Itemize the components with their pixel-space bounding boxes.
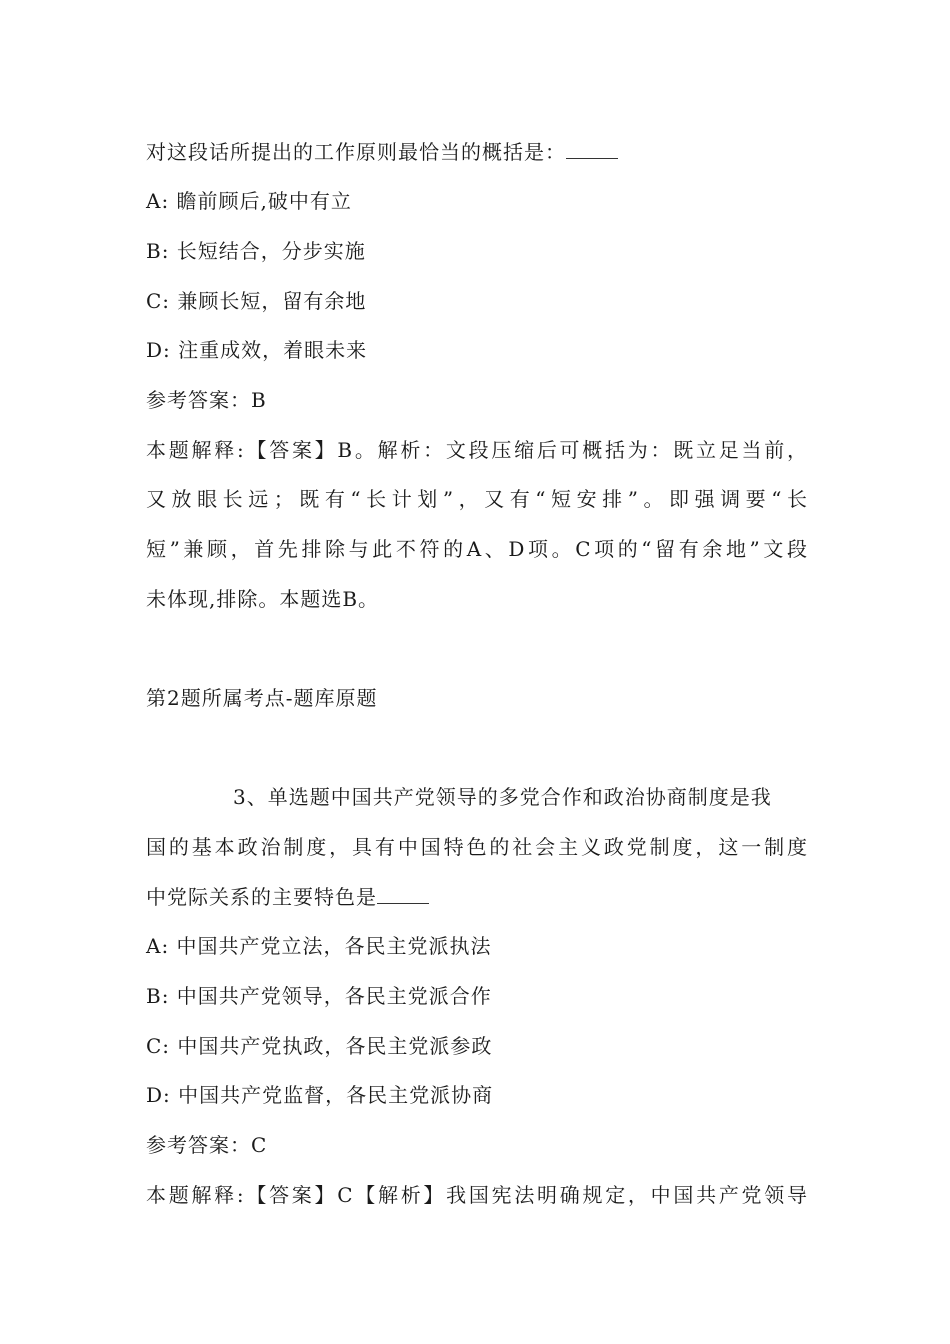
option-text: 注重成效，着眼未来 [178, 338, 368, 362]
question-1-explanation-line: 本题解释:【答案】B。解析：文段压缩后可概括为：既立足当前， [146, 438, 808, 462]
question-1-explanation-line: 未体现,排除。本题选B。 [146, 587, 380, 611]
question-2-answer: 参考答案：C [146, 1133, 268, 1157]
option-text: 瞻前顾后,破中有立 [176, 189, 352, 213]
question-1-explanation-line: 又放眼长远；既有“长计划”，又有“短安排”。即强调要“长 [146, 487, 808, 511]
section-title: 第2题所属考点-题库原题 [146, 686, 378, 710]
option-text: 中国共产党执政，各民主党派参政 [177, 1034, 493, 1058]
option-letter: B: [146, 239, 170, 263]
option-text: 兼顾长短，留有余地 [177, 289, 367, 313]
question-2-stem-line: 国的基本政治制度，具有中国特色的社会主义政党制度，这一制度 [146, 835, 808, 859]
question-2-option-b [146, 982, 492, 1010]
question-2-stem-line: 3、单选题中国共产党领导的多党合作和政治协商制度是我 [233, 785, 772, 809]
option-text: 中国共产党领导，各民主党派合作 [176, 984, 492, 1008]
question-2-option-c [146, 1032, 492, 1060]
answer-blank [377, 885, 429, 904]
question-1-explanation-line: 短”兼顾，首先排除与此不符的A、D项。C项的“留有余地”文段 [146, 537, 808, 561]
option-letter: C: [146, 289, 171, 313]
option-letter: A: [146, 189, 170, 213]
option-letter: B: [146, 984, 170, 1008]
question-2-stem-line [146, 883, 429, 911]
option-letter: C: [146, 1034, 171, 1058]
option-text: 中国共产党监督，各民主党派协商 [178, 1083, 494, 1107]
question-1-answer: 参考答案：B [146, 388, 267, 412]
option-letter: D: [146, 338, 171, 362]
question-1-stem [146, 138, 618, 166]
question-2-option-d [146, 1081, 493, 1109]
option-text: 长短结合，分步实施 [176, 239, 366, 263]
question-2-stem-text: 中党际关系的主要特色是 [146, 885, 377, 909]
question-1-option-b [146, 237, 366, 265]
question-1-option-c [146, 287, 366, 315]
option-letter: A: [146, 934, 170, 958]
question-1-stem-text: 对这段话所提出的工作原则最恰当的概括是： [146, 140, 566, 164]
question-1-option-a [146, 187, 352, 215]
option-text: 中国共产党立法，各民主党派执法 [176, 934, 492, 958]
option-letter: D: [146, 1083, 171, 1107]
answer-blank [566, 140, 618, 159]
question-2-explanation-line: 本题解释:【答案】C【解析】我国宪法明确规定，中国共产党领导 [146, 1183, 808, 1207]
question-2-option-a [146, 932, 492, 960]
question-1-option-d [146, 336, 367, 364]
